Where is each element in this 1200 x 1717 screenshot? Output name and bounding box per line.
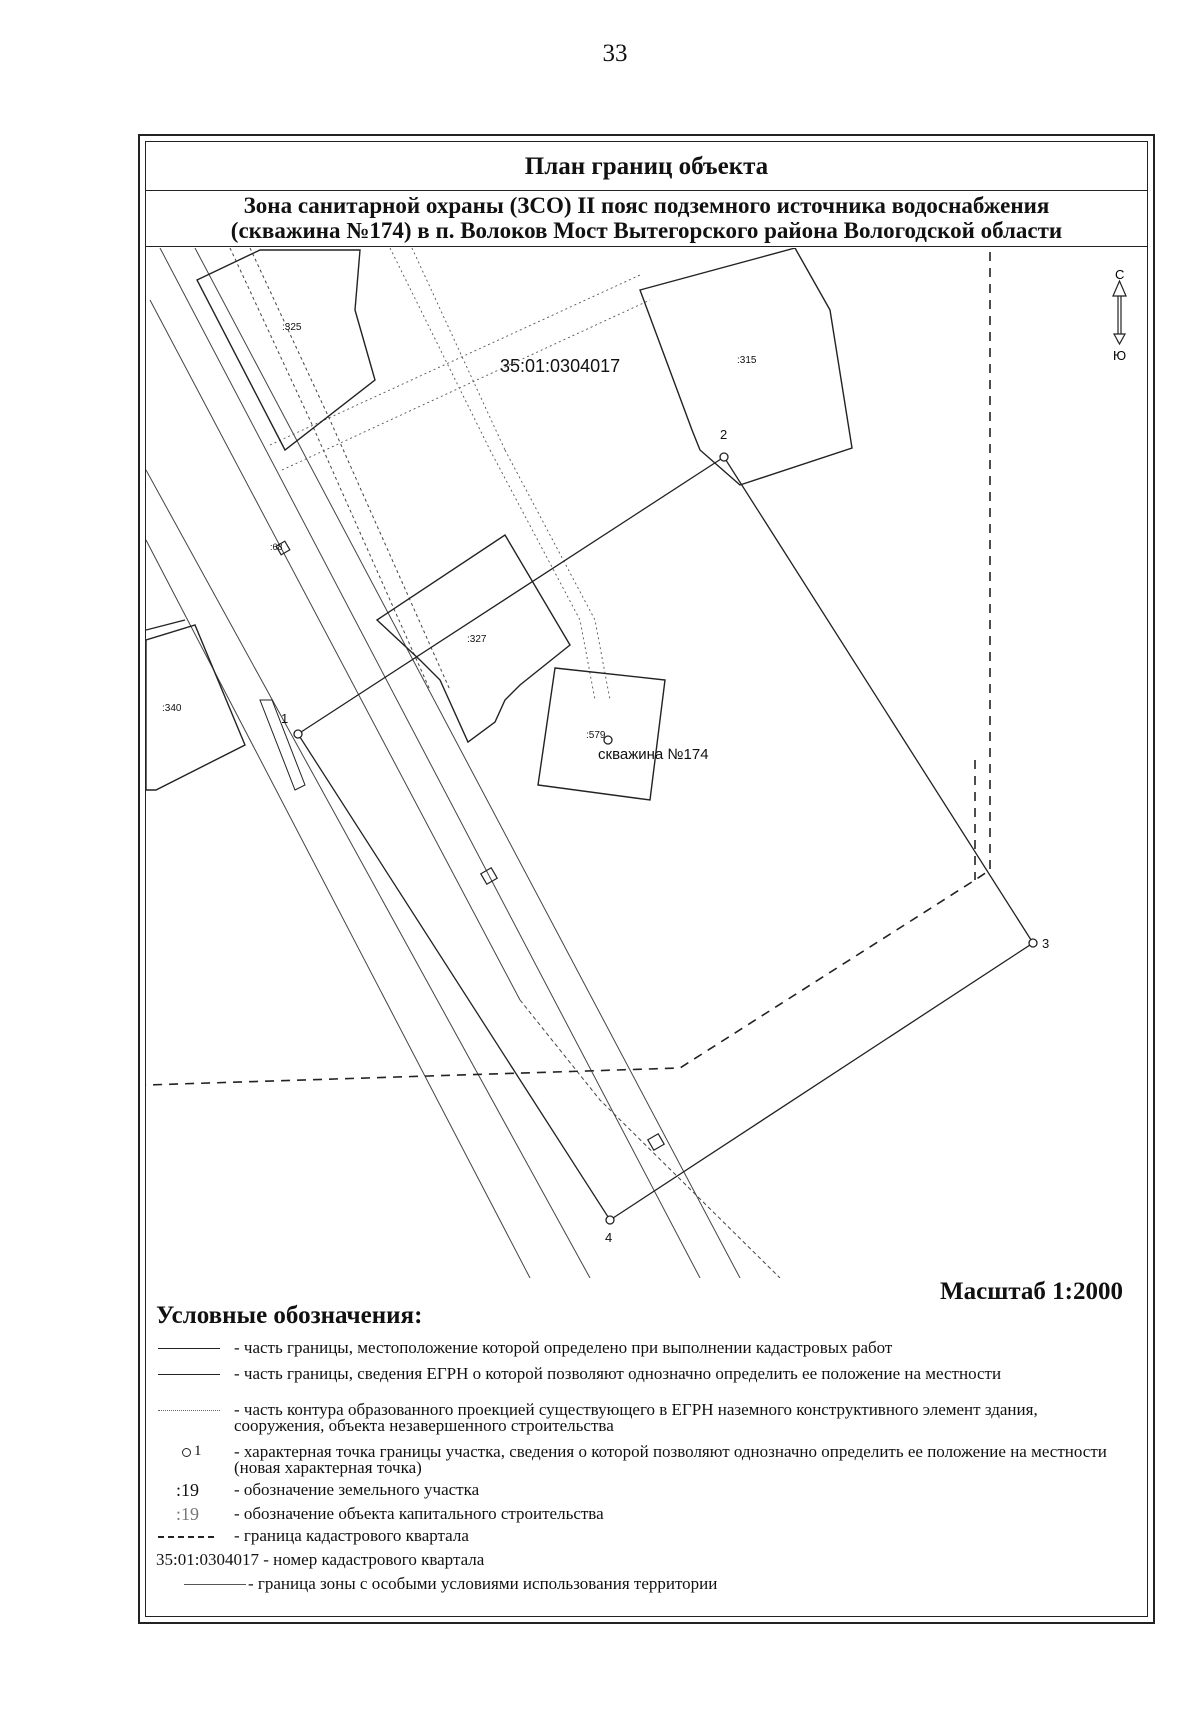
point-3 bbox=[1029, 939, 1037, 947]
solid-line-symbol bbox=[158, 1374, 220, 1375]
south-label: Ю bbox=[1113, 348, 1127, 363]
parcel-68-label: :68 bbox=[270, 542, 283, 552]
thin-line-symbol bbox=[184, 1584, 246, 1585]
parcel-315-label: :315 bbox=[737, 355, 757, 366]
page-number: 33 bbox=[602, 40, 628, 67]
parcel-315 bbox=[640, 248, 852, 485]
point-4 bbox=[606, 1216, 614, 1224]
quarter-boundary bbox=[146, 252, 990, 1085]
parcel-340 bbox=[146, 625, 245, 790]
dotted-line-symbol bbox=[158, 1410, 220, 1411]
point-symbol-icon bbox=[182, 1448, 191, 1457]
subtitle-line-2: (скважина №174) в п. Волоков Мост Вытегорского района Вологодской области bbox=[230, 218, 1063, 243]
solid-line-symbol bbox=[158, 1348, 220, 1349]
parcel-340-label: :340 bbox=[162, 703, 182, 714]
point-2 bbox=[720, 453, 728, 461]
legend-item-quarter-number: 35:01:0304017 - номер кадастрового квартала bbox=[156, 1550, 485, 1569]
point-4-label: 4 bbox=[605, 1230, 613, 1245]
cadastral-quarter-label: 35:01:0304017 bbox=[500, 356, 621, 376]
road-lines bbox=[146, 248, 780, 1278]
zso-boundary bbox=[298, 457, 1033, 1220]
parcel-579-label: :579 bbox=[586, 730, 606, 741]
plan-title: План границ объекта bbox=[145, 141, 1148, 191]
point-1 bbox=[294, 730, 302, 738]
side-road bbox=[270, 248, 650, 700]
scale-label: Масштаб 1:2000 bbox=[940, 1278, 1123, 1305]
point-1-label: 1 bbox=[281, 711, 289, 726]
north-label: С bbox=[1115, 267, 1125, 282]
dashed-line-symbol bbox=[158, 1536, 214, 1538]
well-label: скважина №174 bbox=[598, 746, 709, 763]
north-arrow bbox=[1113, 281, 1126, 344]
subtitle-line-1: Зона санитарной охраны (ЗСО) II пояс подземного источника водоснабжения bbox=[243, 193, 1050, 218]
parcel-325-label: :325 bbox=[282, 322, 302, 333]
point-3-label: 3 bbox=[1042, 936, 1050, 951]
legend-title: Условные обозначения: bbox=[156, 1302, 423, 1329]
point-2-label: 2 bbox=[720, 427, 728, 442]
parcel-327-label: :327 bbox=[467, 634, 487, 645]
